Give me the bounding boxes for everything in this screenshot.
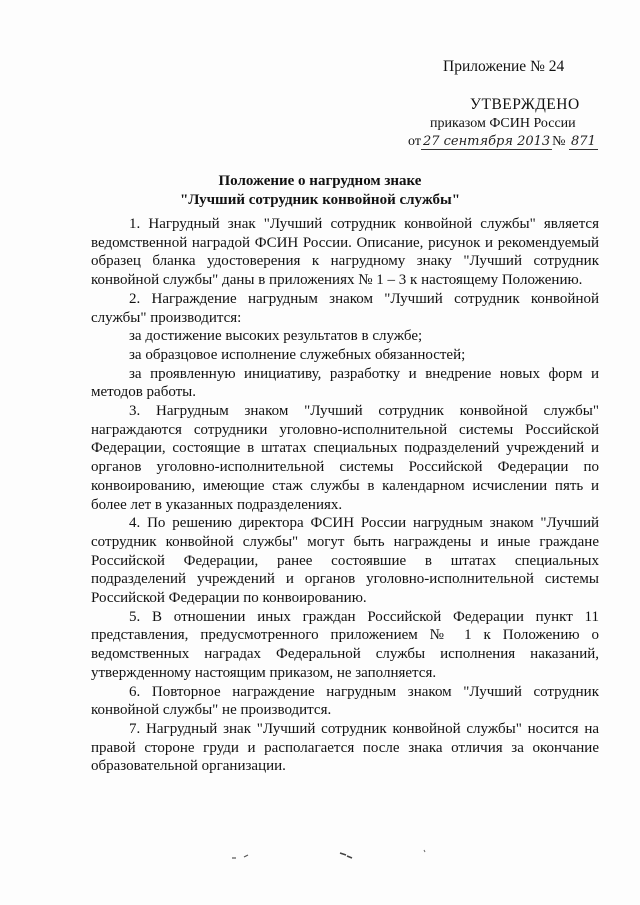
paragraph-6: 6. Повторное награждение нагрудным знаком "Лучший сотрудник конвойной службы" не производится. [91,683,599,719]
handwritten-date: 27 сентября 2013 [422,134,551,149]
list-item-initiative: за проявленную инициативу, разработку и внедрение новых форм и методов работы. [91,365,599,401]
document-title [0,172,640,210]
paragraph-5: 5. В отношении иных граждан Российской Федерации пункт 11 представления, предусмотренного приложением № 1 к Положению о ведомственных наградах Федеральной службы исполнения наказаний, утвержденному настоящим приказом, не заполняется. [91,608,599,681]
paragraph-4: 4. По решению директора ФСИН России нагрудным знаком "Лучший сотрудник конвойной службы" могут быть награждены и иные граждане Российской Федерации, ранее состоявшие в штатах специальных подразделений учреждений и органов уголовно-исполнительной системы Российской Федерации по конвоированию. [91,515,599,607]
number-prefix: № [552,134,566,149]
from-prefix: от [408,134,421,149]
document-body [91,215,599,776]
scan-speck-marks [228,848,428,868]
title-line-1: Положение о нагрудном знаке [218,173,422,189]
order-reference: приказом ФСИН России [430,116,576,131]
handwritten-number: 871 [571,134,596,149]
title-line-2: "Лучший сотрудник конвойной службы" [179,192,461,208]
annex-number: Приложение № 24 [443,58,565,75]
paragraph-7: 7. Нагрудный знак "Лучший сотрудник конвойной службы" носится на правой стороне груди и располагается после знака отличия за окончание образовательной организации. [91,720,599,775]
order-date-line [408,134,598,150]
list-item-achievements: за достижение высоких результатов в службе; [129,328,423,345]
approval-stamp: УТВЕРЖДЕНО [470,96,580,113]
list-item-duties: за образцовое исполнение служебных обязанностей; [129,346,466,363]
paragraph-3: 3. Нагрудным знаком "Лучший сотрудник конвойной службы" награждаются сотрудники уголовно-исполнительной системы Российской Федерации, состоящие в штатах специальных подразделений учреждений и органов уголовно-исполнительной системы Российской Федерации по конвоированию, имеющие стаж службы в календарном исчислении пять и более лет в указанных подразделениях. [91,403,599,513]
paragraph-1: 1. Нагрудный знак "Лучший сотрудник конвойной службы" является ведомственной наградой ФСИН России. Описание, рисунок и рекомендуемый образец бланка удостоверения к нагрудному знаку "Лучший сотрудник конвойной службы" даны в приложениях № 1 – 3 к настоящему Положению. [91,216,599,289]
paragraph-2: 2. Награждение нагрудным знаком "Лучший сотрудник конвойной службы" производится: [91,290,599,326]
